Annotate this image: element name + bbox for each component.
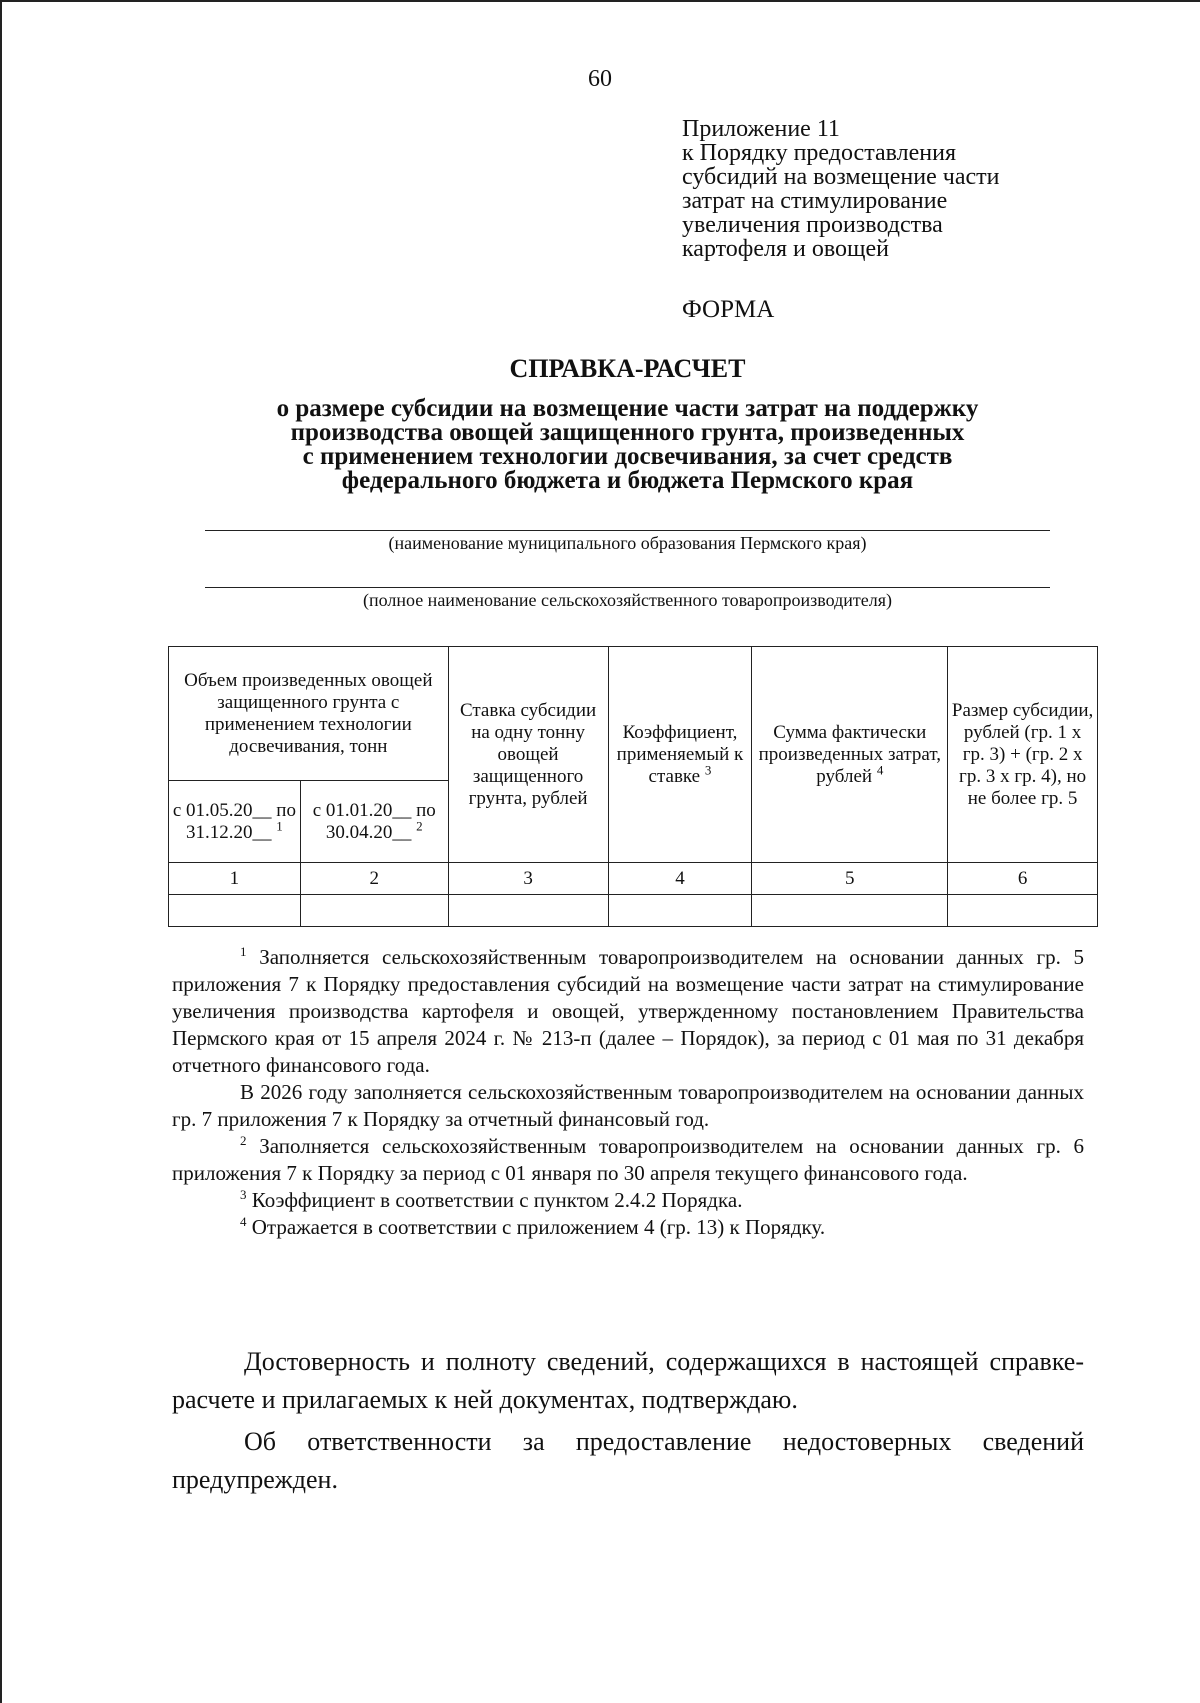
column-number: 4 bbox=[608, 863, 752, 895]
column-number: 6 bbox=[948, 863, 1098, 895]
footnote-4 bbox=[172, 1214, 1084, 1241]
appendix-line: к Порядку предоставления bbox=[682, 140, 957, 166]
column-number: 3 bbox=[448, 863, 608, 895]
empty-data-cell[interactable] bbox=[169, 895, 301, 927]
subtitle-line: о размере субсидии на возмещение части затрат на поддержку bbox=[276, 395, 979, 422]
accuracy-statement: Достоверность и полноту сведений, содержащихся в настоящей справке-расчете и прилагаемых к ней документах, подтверждаю. bbox=[172, 1347, 1084, 1414]
period-2-text: с 01.01.20__ по 30.04.20__ bbox=[312, 799, 436, 843]
footnote-1 bbox=[172, 944, 1084, 1079]
subtitle-line: федерального бюджета и бюджета Пермского края bbox=[341, 467, 914, 494]
appendix-line: Приложение 11 bbox=[682, 116, 840, 142]
coefficient-header-text: Коэффициент, применяемый к ставке bbox=[616, 721, 744, 787]
empty-data-cell[interactable] bbox=[608, 895, 752, 927]
footnote-mark: 3 bbox=[240, 1187, 247, 1202]
footnote-text: В 2026 году заполняется сельскохозяйственным товаропроизводителем на основании данных гр. 7 приложения 7 к Порядку за отчетный финансовый год. bbox=[172, 1080, 1084, 1131]
subtitle-line: производства овощей защищенного грунта, произведенных bbox=[290, 419, 965, 446]
producer-fill-line[interactable] bbox=[205, 587, 1050, 588]
empty-data-cell[interactable] bbox=[752, 895, 948, 927]
empty-data-cell[interactable] bbox=[948, 895, 1098, 927]
footnote-text: Коэффициент в соответствии с пунктом 2.4.2 Порядка. bbox=[251, 1188, 743, 1212]
document-title: СПРАВКА-РАСЧЕТ bbox=[509, 354, 746, 383]
footnote-text: Заполняется сельскохозяйственным товаропроизводителем на основании данных гр. 6 приложения 7 к Порядку за период с 01 января по 30 апреля текущего финансового года. bbox=[172, 1134, 1085, 1185]
rate-header: Ставка субсидии на одну тонну овощей защищенного грунта, рублей bbox=[448, 647, 608, 863]
coefficient-header bbox=[608, 647, 752, 863]
footnote-mark: 1 bbox=[240, 944, 247, 959]
page-number: 60 bbox=[588, 66, 612, 92]
period-1-text: с 01.05.20__ по 31.12.20__ bbox=[172, 799, 296, 843]
costs-header-text: Сумма фактически произведенных затрат, рублей bbox=[758, 721, 941, 787]
footnote-text: Заполняется сельскохозяйственным товаропроизводителем на основании данных гр. 5 приложения 7 к Порядку предоставления субсидий на возмещение части затрат на стимулирование увеличения производства картофеля и овощей, утвержденному постановлением Правительства Пермского края от 15 апреля 2024 г. № 213-п (далее – Порядок), за период с 01 мая по 31 декабря отчетного финансового года. bbox=[172, 945, 1085, 1077]
footnote-2 bbox=[172, 1133, 1084, 1187]
responsibility-statement: Об ответственности за предоставление недостоверных сведений предупрежден. bbox=[172, 1427, 1084, 1494]
producer-caption: (полное наименование сельскохозяйственного товаропроизводителя) bbox=[362, 590, 893, 610]
form-label: ФОРМА bbox=[682, 296, 775, 323]
footnote-mark: 2 bbox=[240, 1133, 247, 1148]
appendix-block bbox=[682, 117, 999, 261]
column-number: 1 bbox=[169, 863, 301, 895]
costs-header bbox=[752, 647, 948, 863]
statements bbox=[172, 1343, 1084, 1503]
subsidy-size-header: Размер субсидии, рублей (гр. 1 х гр. 3) + (гр. 2 х гр. 3 х гр. 4), но не более гр. 5 bbox=[948, 647, 1098, 863]
period-2-header bbox=[300, 781, 448, 863]
period-1-header bbox=[169, 781, 301, 863]
column-number: 2 bbox=[300, 863, 448, 895]
footnote-mark: 1 bbox=[276, 818, 283, 834]
document-subtitle bbox=[0, 397, 1200, 493]
footnote-3 bbox=[172, 1187, 1084, 1214]
calculation-table bbox=[168, 646, 1098, 927]
municipality-caption: (наименование муниципального образования Пермского края) bbox=[388, 533, 867, 553]
footnote-mark: 3 bbox=[704, 762, 712, 778]
appendix-line: субсидий на возмещение части bbox=[682, 164, 1000, 190]
subtitle-line: с применением технологии досвечивания, за счет средств bbox=[302, 443, 953, 470]
footnote-mark: 4 bbox=[240, 1214, 247, 1229]
appendix-line: увеличения производства bbox=[682, 212, 943, 238]
appendix-line: затрат на стимулирование bbox=[682, 188, 948, 214]
empty-data-cell[interactable] bbox=[448, 895, 608, 927]
column-number: 5 bbox=[752, 863, 948, 895]
footnotes bbox=[172, 944, 1084, 1241]
footnote-mark: 2 bbox=[416, 818, 423, 834]
empty-data-cell[interactable] bbox=[300, 895, 448, 927]
footnote-mark: 4 bbox=[876, 762, 884, 778]
municipality-fill-line[interactable] bbox=[205, 530, 1050, 531]
appendix-line: картофеля и овощей bbox=[682, 236, 890, 262]
footnote-text: Отражается в соответствии с приложением 4 (гр. 13) к Порядку. bbox=[251, 1215, 826, 1239]
footnote-1-addendum bbox=[172, 1079, 1084, 1133]
volume-header: Объем произведенных овощей защищенного грунта с применением технологии досвечивания, тонн bbox=[169, 647, 449, 781]
